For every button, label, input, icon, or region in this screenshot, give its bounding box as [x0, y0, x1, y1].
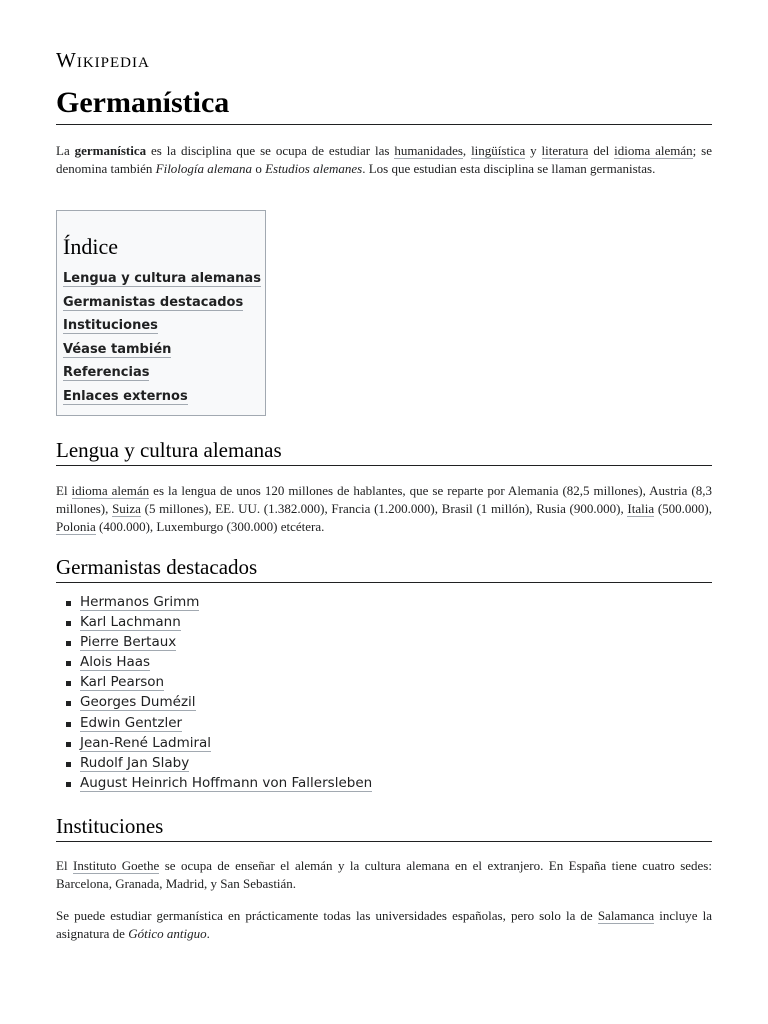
- link-edwin-gentzler[interactable]: Edwin Gentzler: [80, 714, 183, 731]
- toc-item: [63, 269, 261, 293]
- italic-estudios: Estudios alemanes: [265, 161, 363, 176]
- link-linguistica[interactable]: lingüística: [471, 143, 526, 158]
- text-span: (500.000),: [654, 501, 712, 516]
- instituciones-paragraph-2: [56, 907, 712, 943]
- toc-item: [63, 340, 261, 364]
- italic-gotico: Gótico: [128, 926, 164, 941]
- germanistas-list: [66, 592, 372, 793]
- link-polonia[interactable]: Polonia: [56, 519, 96, 534]
- page-title: Germanística: [56, 84, 712, 125]
- italic-filologia: Filología alemana: [155, 161, 253, 176]
- link-instituto-goethe[interactable]: Instituto Goethe: [72, 858, 160, 873]
- toc-link-instituciones[interactable]: Instituciones: [63, 318, 158, 334]
- link-literatura[interactable]: literatura: [541, 143, 589, 158]
- table-of-contents: [56, 210, 266, 416]
- toc-list: [63, 269, 261, 411]
- text-span: Se puede estudiar germanística en prácticamente todas las universidades españolas, pero solo la de: [56, 908, 598, 923]
- text-span: y: [525, 143, 542, 158]
- text-span: La: [56, 143, 75, 158]
- link-karl-lachmann[interactable]: Karl Lachmann: [80, 614, 181, 631]
- link-pierre-bertaux[interactable]: Pierre Bertaux: [80, 634, 177, 651]
- text-span: El: [56, 858, 73, 873]
- link-hermanos-grimm[interactable]: Hermanos Grimm: [80, 594, 200, 610]
- toc-item: [63, 363, 261, 387]
- text-span: se ocupa de enseñar el alemán y la cultura alemana en el extranjero. En España tiene cuatro sedes: Barcelona, Granada, Madrid, y San Sebastián.: [56, 858, 712, 891]
- text-span: incluye la asignatura de: [56, 908, 712, 941]
- link-rudolf-jan-slaby[interactable]: Rudolf Jan Slaby: [80, 754, 190, 771]
- text-span: es la lengua de unos 120 millones de hablantes, que se reparte por Alemania (82,5 millones), Austria (8,3 millones),: [56, 483, 712, 516]
- list-item: [66, 672, 372, 692]
- instituciones-paragraph-1: [56, 857, 712, 893]
- lengua-paragraph: [56, 482, 712, 536]
- bold-term: germanística: [74, 143, 147, 158]
- toc-item: [63, 387, 261, 411]
- link-karl-pearson[interactable]: Karl Pearson: [80, 674, 165, 691]
- text-span: es la disciplina que se ocupa de estudiar las: [146, 143, 395, 158]
- list-item: [66, 753, 372, 773]
- toc-link-enlaces[interactable]: Enlaces externos: [63, 388, 188, 404]
- toc-item: [63, 293, 261, 317]
- text-span: o: [252, 161, 266, 176]
- text-span: . Los que estudian esta disciplina se llaman germanistas.: [362, 161, 656, 176]
- heading-germanistas: Germanistas destacados: [56, 553, 712, 583]
- toc-title: Índice: [63, 234, 118, 259]
- intro-paragraph: [56, 142, 712, 178]
- list-item: [66, 773, 372, 793]
- link-suiza[interactable]: Suiza: [112, 501, 141, 516]
- list-item: [66, 733, 372, 753]
- list-item: [66, 652, 372, 672]
- link-humanidades[interactable]: humanidades: [394, 143, 463, 158]
- text-span: (5 millones), EE. UU. (1.382.000), Francia (1.200.000), Brasil (1 millón), Rusia (900.000),: [140, 501, 628, 516]
- link-idioma-aleman[interactable]: idioma alemán: [614, 143, 693, 158]
- link-alois-haas[interactable]: Alois Haas: [80, 654, 151, 671]
- text-span: El: [56, 483, 72, 498]
- wikipedia-wordmark[interactable]: Wikipedia: [56, 48, 150, 72]
- link-italia[interactable]: Italia: [627, 501, 655, 516]
- text-span: del: [588, 143, 615, 158]
- link-georges-dumezil[interactable]: Georges Dumézil: [80, 694, 196, 711]
- toc-link-lengua[interactable]: Lengua y cultura alemanas: [63, 271, 261, 286]
- link-august-hoffmann[interactable]: August Heinrich Hoffmann von Fallersleben: [80, 774, 373, 791]
- list-item: [66, 612, 372, 632]
- link-salamanca[interactable]: Salamanca: [597, 908, 655, 923]
- toc-link-vease[interactable]: Véase también: [63, 341, 172, 357]
- toc-item: [63, 316, 261, 340]
- toc-link-referencias[interactable]: Referencias: [63, 365, 150, 381]
- text-span: ,: [462, 143, 472, 158]
- link-jean-rene-ladmiral[interactable]: Jean-René Ladmiral: [80, 734, 212, 751]
- text-span: (400.000), Luxemburgo (300.000) etcétera.: [95, 519, 325, 534]
- list-item: [66, 713, 372, 733]
- link-idioma-aleman-2[interactable]: idioma alemán: [71, 483, 150, 498]
- list-item: [66, 632, 372, 652]
- text-span: ; se denomina también: [56, 143, 713, 176]
- text-span: .: [206, 926, 210, 941]
- list-item: [66, 692, 372, 712]
- heading-instituciones: Instituciones: [56, 812, 712, 842]
- toc-link-germanistas[interactable]: Germanistas destacados: [63, 294, 244, 310]
- italic-antiguo: antiguo: [166, 926, 207, 941]
- heading-lengua: Lengua y cultura alemanas: [56, 436, 712, 466]
- list-item: [66, 592, 372, 612]
